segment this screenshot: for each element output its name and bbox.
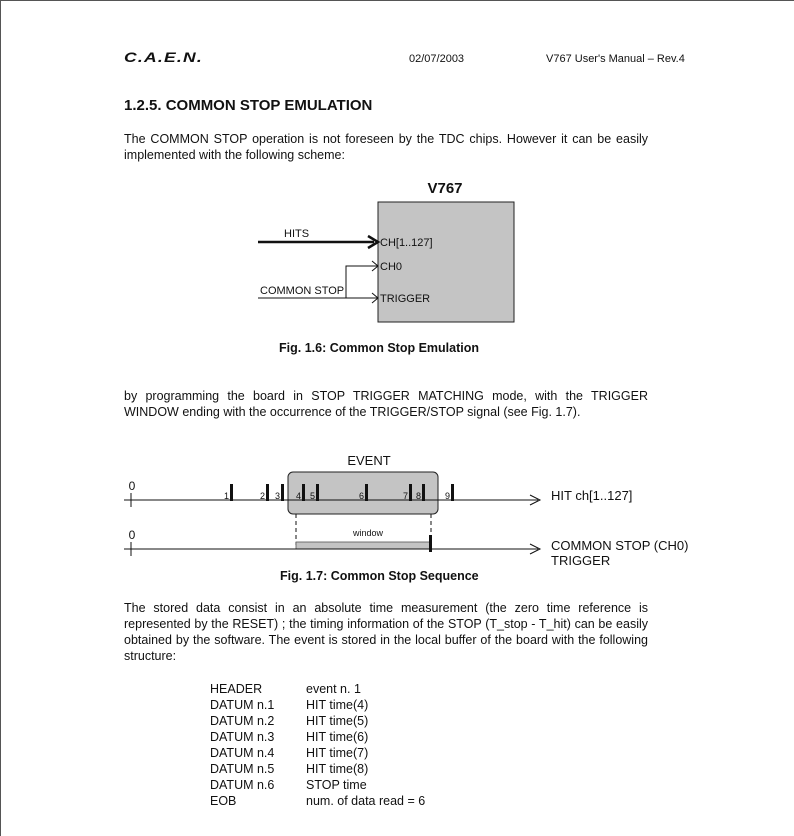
header-manual-title: V767 User's Manual – Rev.4 [546,53,685,65]
board-name-label: V767 [427,180,463,197]
header-date: 02/07/2003 [409,53,465,65]
record-value: HIT time(5) [306,714,369,728]
record-row-header [210,681,425,697]
record-value: STOP time [306,778,367,792]
hit-marker-5 [316,484,319,501]
hit-marker-1 [230,484,233,501]
hit-number-7: 7 [402,491,408,501]
stored-data-paragraph: The stored data consist in an absolute time measurement (the zero time reference is represented by the RESET) ; the timing information of the STOP (T_stop - T_hit) can be easily obtained by the software. The event is stored in the local buffer of the board with the following structure: [124,601,648,663]
record-row-datum-1 [210,697,425,713]
hit-axis-zero-label: 0 [128,479,136,493]
hit-number-1: 1 [223,491,229,501]
record-row-datum-6 [210,777,425,793]
port-ch-1-127: CH[1..127] [380,237,433,249]
record-value: event n. 1 [306,682,361,696]
figure-1-6-caption: Fig. 1.6: Common Stop Emulation [279,341,479,355]
record-value: HIT time(6) [306,730,369,744]
record-name: DATUM n.5 [210,762,275,776]
record-value: HIT time(7) [306,746,369,760]
hit-marker-8 [422,484,425,501]
section-title: 1.2.5. COMMON STOP EMULATION [124,97,373,114]
hit-axis-label: HIT ch[1..127] [551,488,633,503]
hit-marker-9 [451,484,454,501]
trigger-window-bar [296,542,430,549]
hit-marker-2 [266,484,269,501]
figure-1-7-caption: Fig. 1.7: Common Stop Sequence [280,569,479,583]
intro-paragraph: The COMMON STOP operation is not foreseen by the TDC chips. However it can be easily implemented with the following scheme: [124,132,648,162]
record-row-eob [210,793,425,809]
port-ch0: CH0 [380,261,403,273]
event-label: EVENT [347,453,391,468]
hit-number-9: 9 [444,491,450,501]
record-row-datum-5 [210,761,425,777]
stop-marker [429,535,432,552]
record-name: HEADER [210,682,263,696]
port-trigger: TRIGGER [380,293,431,305]
hit-number-8: 8 [415,491,421,501]
record-row-datum-4 [210,745,425,761]
hit-marker-6 [365,484,368,501]
record-name: DATUM n.2 [210,714,275,728]
hits-label: HITS [284,228,310,240]
hit-number-5: 5 [309,491,315,501]
record-row-datum-3 [210,729,425,745]
record-value: HIT time(4) [306,698,369,712]
programming-paragraph: by programming the board in STOP TRIGGER MATCHING mode, with the TRIGGER WINDOW ending with the occurrence of the TRIGGER/STOP signal (see Fig. 1.7). [124,389,648,419]
record-value: HIT time(8) [306,762,369,776]
hit-marker-4 [302,484,305,501]
record-name: EOB [210,794,237,808]
record-name: DATUM n.3 [210,730,275,744]
record-name: DATUM n.1 [210,698,275,712]
event-structure-list [210,681,425,809]
window-label: window [352,528,384,538]
caen-logo: C.A.E.N. [124,49,204,65]
record-name: DATUM n.6 [210,778,275,792]
record-value: num. of data read = 6 [306,794,426,808]
trigger-axis-label: TRIGGER [551,553,611,568]
common-stop-label: COMMON STOP [260,285,345,297]
stop-axis-zero-label: 0 [128,528,136,542]
hit-number-2: 2 [259,491,265,501]
hit-number-4: 4 [295,491,301,501]
hit-number-3: 3 [274,491,280,501]
hit-marker-7 [409,484,412,501]
hit-marker-3 [281,484,284,501]
record-name: DATUM n.4 [210,746,275,760]
hit-number-6: 6 [358,491,364,501]
record-row-datum-2 [210,713,425,729]
common-stop-axis-label: COMMON STOP (CH0) [551,538,689,553]
